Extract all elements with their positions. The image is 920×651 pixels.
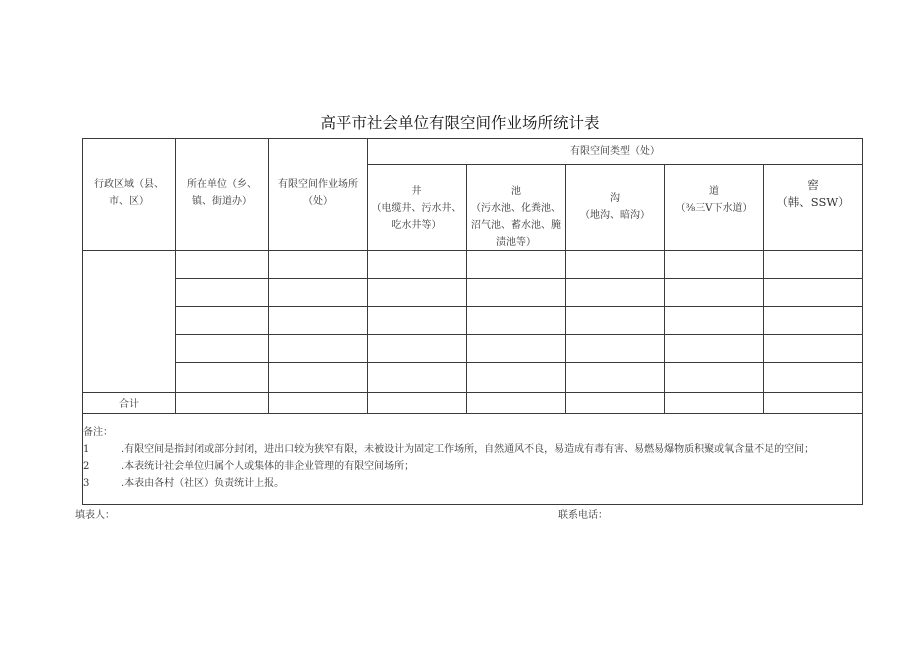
column-line xyxy=(268,138,269,414)
type-desc: （⅜三Ⅴ下水道） xyxy=(675,203,753,214)
row-line xyxy=(175,334,863,335)
header-type-group: 有限空间类型（处） xyxy=(570,146,660,157)
note-item xyxy=(83,441,863,458)
type-desc: （地沟、暗沟） xyxy=(580,210,650,221)
note-number: 2 xyxy=(83,461,90,472)
page-title: 高平市社会单位有限空间作业场所统计表 xyxy=(320,114,600,132)
note-text: .本表统计社会单位归属个人或集体的非企业管理的有限空间场所； xyxy=(121,461,415,472)
header-total-places: 有限空间作业场所（处） xyxy=(278,179,358,207)
phone-label: 联系电话： xyxy=(558,510,608,521)
column-line xyxy=(367,138,368,414)
notes-label: 备注： xyxy=(83,427,113,438)
notes-section xyxy=(83,424,863,492)
type-name: 池 xyxy=(511,186,521,197)
note-item xyxy=(83,475,863,492)
column-line xyxy=(763,164,764,414)
type-name: 道 xyxy=(709,186,719,197)
column-line xyxy=(175,138,176,414)
header-type-well xyxy=(370,183,463,234)
header-type-cellar xyxy=(766,177,860,211)
note-text: .本表由各村（社区）负责统计上报。 xyxy=(121,478,285,489)
note-item xyxy=(83,458,863,475)
type-group-divider xyxy=(367,164,863,165)
column-line xyxy=(664,164,665,414)
table-border-bottom xyxy=(82,504,863,505)
header-type-ditch xyxy=(569,190,661,224)
note-number: 1 xyxy=(83,444,90,455)
row-line xyxy=(82,392,863,393)
filler-label: 填表人： xyxy=(75,510,115,521)
type-name: 井 xyxy=(411,186,422,197)
type-desc: （韩、SSW） xyxy=(776,195,850,209)
total-row-bottom xyxy=(82,413,863,414)
row-line xyxy=(175,306,863,307)
row-line xyxy=(175,362,863,363)
header-region: 行政区域（县、市、区） xyxy=(94,179,164,207)
note-number: 3 xyxy=(83,478,90,489)
note-text: .有限空间是指封闭或部分封闭，进出口较为狭窄有限，未被设计为固定工作场所，自然通风不良，易造成有毒有害、易燃易爆物质积聚或氧含量不足的空间； xyxy=(121,444,815,455)
header-type-pool xyxy=(470,183,562,251)
type-desc: （电缆井、污水井、吃水井等） xyxy=(371,203,462,231)
total-row-label: 合计 xyxy=(119,399,139,410)
header-type-channel xyxy=(668,183,760,217)
type-name: 窖 xyxy=(807,178,819,192)
column-line xyxy=(565,164,566,414)
table-border-top xyxy=(82,138,863,139)
header-unit: 所在单位（乡、镇、街道办） xyxy=(187,179,257,207)
type-name: 沟 xyxy=(610,193,620,204)
row-line xyxy=(175,278,863,279)
column-line xyxy=(466,164,467,414)
type-desc: （污水池、化粪池、沼气池、蓄水池、腌渍池等） xyxy=(471,203,561,248)
